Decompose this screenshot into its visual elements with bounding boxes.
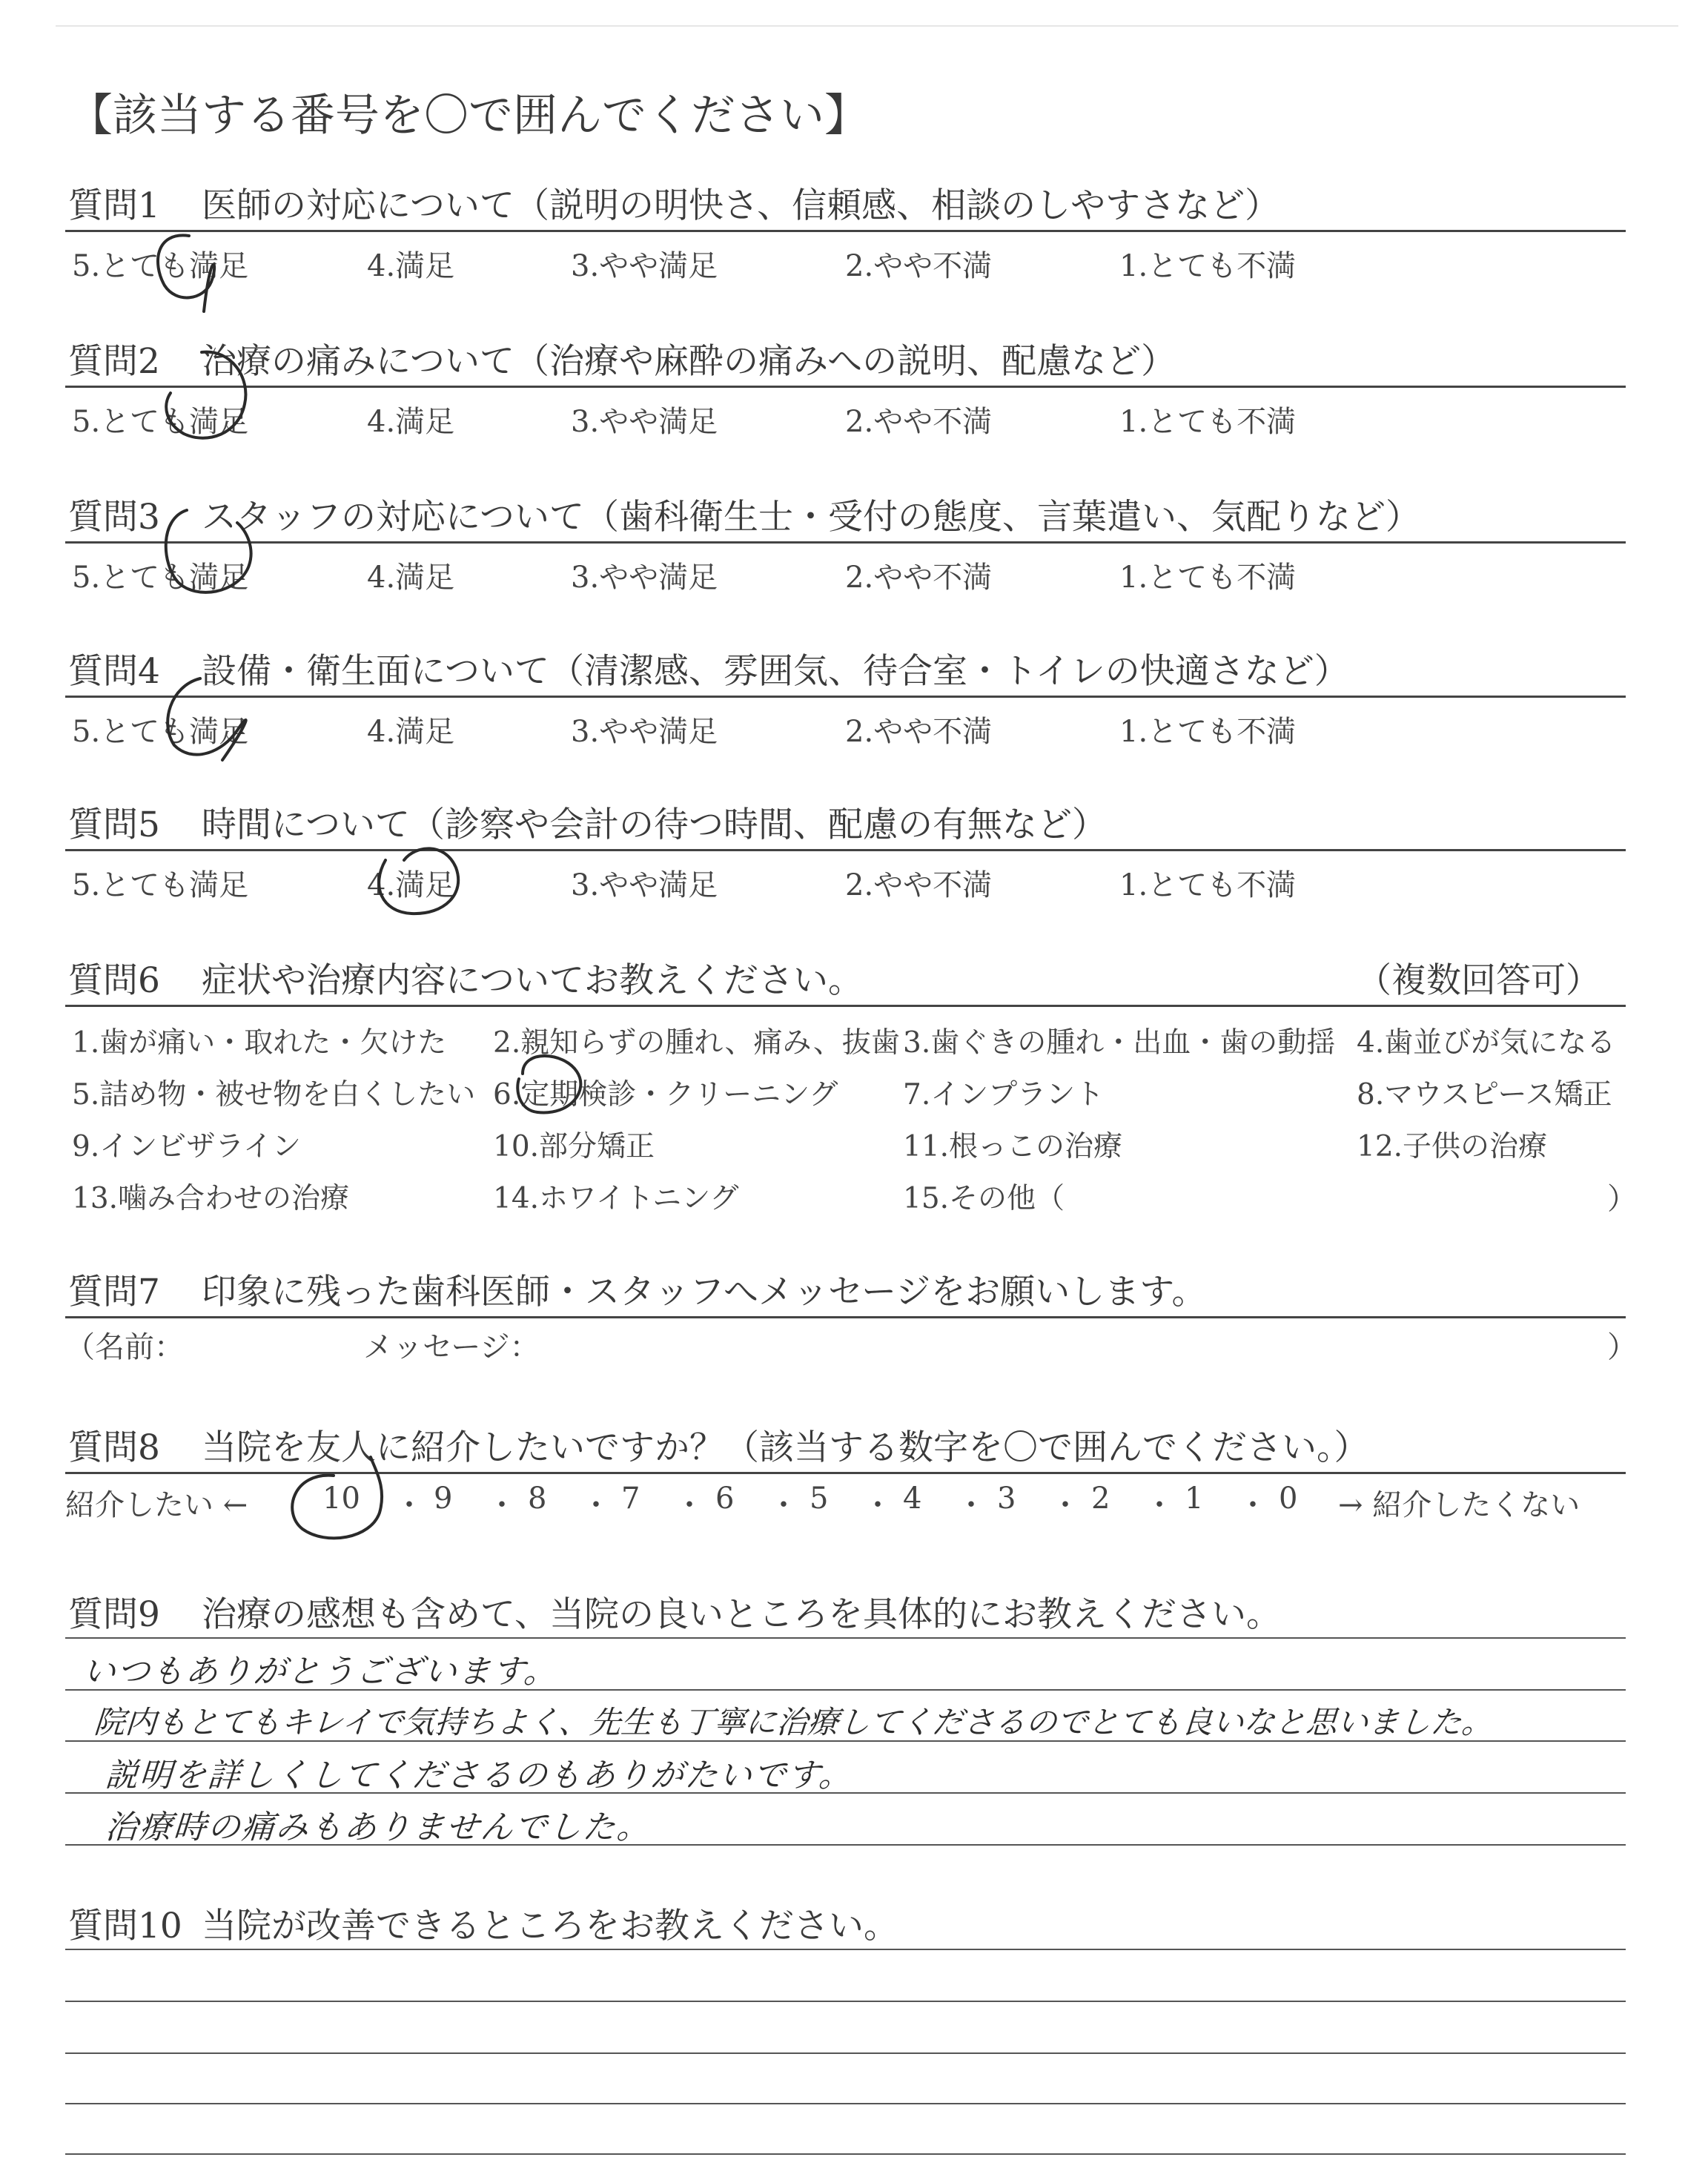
score-2[interactable]: 2 [1091, 1482, 1110, 1516]
option-3[interactable]: 3.やや満足 [571, 561, 718, 595]
option-5[interactable]: 5.とても満足 [72, 715, 249, 749]
option-2[interactable]: 2.やや不満 [845, 561, 993, 595]
question-text: 当院が改善できるところをお教えください。 [202, 1906, 898, 1946]
q6-option-15[interactable]: 15.その他（ [903, 1182, 1065, 1215]
score-9[interactable]: 9 [434, 1482, 453, 1516]
divider [65, 1005, 1626, 1007]
score-8[interactable]: 8 [528, 1482, 547, 1516]
handwritten-answer-line: いつもありがとうございます。 [82, 1653, 560, 1691]
answer-line[interactable] [65, 2103, 1626, 2104]
option-1[interactable]: 1.とても不満 [1119, 405, 1297, 439]
q7-close-paren: ） [1607, 1330, 1637, 1364]
separator-dot: ・ [769, 1488, 798, 1522]
q6-option-10[interactable]: 10.部分矯正 [493, 1130, 655, 1163]
question-text: 当院を友人に紹介したいですか？（該当する数字を〇で囲んでください。） [202, 1427, 1369, 1468]
question-number: 質問8 [68, 1427, 160, 1468]
score-3[interactable]: 3 [997, 1482, 1016, 1516]
option-1[interactable]: 1.とても不満 [1119, 868, 1297, 902]
score-6[interactable]: 6 [715, 1482, 735, 1516]
question-text: 時間について（診察や会計の待つ時間、配慮の有無など） [202, 805, 1108, 845]
question-number: 質問7 [68, 1272, 160, 1312]
q6-option-5[interactable]: 5.詰め物・被せ物を白くしたい [72, 1078, 476, 1112]
question-text: 治療の感想も含めて、当院の良いところを具体的にお教えください。 [202, 1594, 1282, 1635]
divider [65, 1316, 1626, 1318]
question-number: 質問6 [68, 960, 160, 1001]
separator-dot: ・ [1238, 1488, 1268, 1522]
score-7[interactable]: 7 [621, 1482, 640, 1516]
separator-dot: ・ [863, 1488, 893, 1522]
q6-other-close-paren: ） [1607, 1182, 1637, 1216]
question-number: 質問4 [68, 651, 160, 692]
question-number: 質問5 [68, 805, 160, 845]
divider [65, 696, 1626, 698]
score-1[interactable]: 1 [1185, 1482, 1204, 1516]
divider [65, 849, 1626, 851]
q6-option-3[interactable]: 3.歯ぐきの腫れ・出血・歯の動揺 [903, 1026, 1336, 1060]
answer-line [65, 1637, 1626, 1639]
answer-line[interactable] [65, 2153, 1626, 2155]
q6-option-7[interactable]: 7.インプラント [903, 1078, 1105, 1112]
option-4[interactable]: 4.満足 [367, 868, 455, 902]
question-number: 質問1 [68, 185, 160, 226]
page-header: 【該当する番号を〇で囲んでください】 [68, 90, 869, 142]
q6-option-8[interactable]: 8.マウスピース矯正 [1357, 1078, 1612, 1112]
message-label: メッセージ： [363, 1330, 540, 1364]
question-number: 質問2 [68, 341, 160, 382]
question-text: 設備・衛生面について（清潔感、雰囲気、待合室・トイレの快適さなど） [202, 651, 1349, 692]
option-2[interactable]: 2.やや不満 [845, 715, 993, 749]
option-3[interactable]: 3.やや満足 [571, 405, 718, 439]
top-border [56, 25, 1678, 27]
divider [65, 386, 1626, 388]
option-2[interactable]: 2.やや不満 [845, 405, 993, 439]
question-number: 質問10 [68, 1906, 182, 1946]
q6-option-9[interactable]: 9.インビザライン [72, 1130, 302, 1163]
question-text: 症状や治療内容についてお教えください。 [202, 960, 864, 1001]
option-4[interactable]: 4.満足 [367, 715, 455, 749]
question-text: 医師の対応について（説明の明快さ、信頼感、相談のしやすさなど） [202, 185, 1280, 226]
multiple-answers-note: （複数回答可） [1357, 960, 1601, 1001]
score-10[interactable]: 10 [322, 1482, 360, 1516]
q6-option-2[interactable]: 2.親知らずの腫れ、痛み、抜歯 [493, 1026, 900, 1060]
q6-option-11[interactable]: 11.根っこの治療 [903, 1130, 1123, 1163]
separator-dot: ・ [956, 1488, 986, 1522]
separator-dot: ・ [487, 1488, 517, 1522]
option-1[interactable]: 1.とても不満 [1119, 715, 1297, 749]
recommend-left-label: 紹介したい ← [65, 1488, 248, 1522]
question-text: 印象に残った歯科医師・スタッフへメッセージをお願いします。 [202, 1272, 1207, 1312]
option-4[interactable]: 4.満足 [367, 561, 455, 595]
answer-line[interactable] [65, 2052, 1626, 2054]
q6-option-13[interactable]: 13.噛み合わせの治療 [72, 1182, 350, 1215]
option-4[interactable]: 4.満足 [367, 405, 455, 439]
option-5[interactable]: 5.とても満足 [72, 868, 249, 902]
divider [65, 230, 1626, 232]
option-3[interactable]: 3.やや満足 [571, 715, 718, 749]
q6-option-6[interactable]: 6.定期検診・クリーニング [493, 1078, 838, 1112]
q6-option-1[interactable]: 1.歯が痛い・取れた・欠けた [72, 1026, 447, 1060]
handwritten-answer-line: 治療時の痛みもありませんでした。 [104, 1809, 652, 1846]
score-0[interactable]: 0 [1279, 1482, 1298, 1516]
question-number: 質問9 [68, 1594, 160, 1635]
separator-dot: ・ [675, 1488, 704, 1522]
divider [65, 1472, 1626, 1474]
handwritten-answer-line: 院内もとてもキレイで気持ちよく、先生も丁寧に治療してくださるのでとても良いなと思いました。 [93, 1704, 1494, 1740]
option-5[interactable]: 5.とても満足 [72, 405, 249, 439]
score-4[interactable]: 4 [903, 1482, 922, 1516]
option-5[interactable]: 5.とても満足 [72, 561, 249, 595]
option-4[interactable]: 4.満足 [367, 249, 455, 283]
question-text: スタッフの対応について（歯科衛生士・受付の態度、言葉遣い、気配りなど） [202, 497, 1421, 538]
question-text: 治療の痛みについて（治療や麻酔の痛みへの説明、配慮など） [202, 341, 1176, 382]
separator-dot: ・ [1050, 1488, 1080, 1522]
q6-option-12[interactable]: 12.子供の治療 [1357, 1130, 1548, 1163]
separator-dot: ・ [1145, 1488, 1174, 1522]
option-2[interactable]: 2.やや不満 [845, 868, 993, 902]
handwritten-answer-line: 説明を詳しくしてくださるのもありがたいです。 [104, 1757, 855, 1794]
option-1[interactable]: 1.とても不満 [1119, 561, 1297, 595]
separator-dot: ・ [581, 1488, 611, 1522]
option-3[interactable]: 3.やや満足 [571, 249, 718, 283]
option-5[interactable]: 5.とても満足 [72, 249, 249, 283]
name-label: （名前： [65, 1330, 184, 1364]
option-2[interactable]: 2.やや不満 [845, 249, 993, 283]
q6-option-4[interactable]: 4.歯並びが気になる [1357, 1026, 1616, 1060]
separator-dot: ・ [394, 1488, 424, 1522]
recommend-right-label: → 紹介したくない [1338, 1488, 1580, 1522]
option-1[interactable]: 1.とても不満 [1119, 249, 1297, 283]
score-5[interactable]: 5 [810, 1482, 829, 1516]
question-number: 質問3 [68, 497, 160, 538]
option-3[interactable]: 3.やや満足 [571, 868, 718, 902]
answer-line[interactable] [65, 1949, 1626, 1950]
answer-line[interactable] [65, 2001, 1626, 2002]
divider [65, 541, 1626, 544]
q6-option-14[interactable]: 14.ホワイトニング [493, 1182, 739, 1215]
